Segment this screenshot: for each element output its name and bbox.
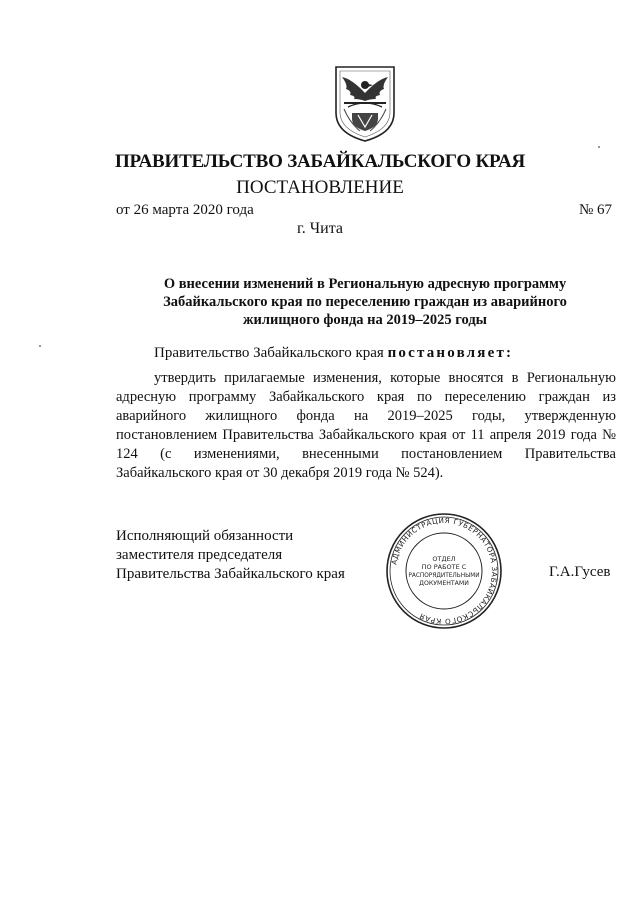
official-stamp <box>385 512 503 630</box>
scan-speck <box>598 146 600 148</box>
stamp-line: РАСПОРЯДИТЕЛЬНЫМИ <box>408 573 480 579</box>
document-subject: О внесении изменений в Региональную адресную программу Забайкальского края по переселению граждан из аварийного жилищного фонда на 2019–2025 годы <box>163 276 567 328</box>
signatory-position-line: заместителя председателя <box>116 547 283 563</box>
stamp-outer-text: АДМИНИСТРАЦИЯ ГУБЕРНАТОРА ЗАБАЙКАЛЬСКОГО КРАЯ <box>389 515 500 627</box>
document-type: ПОСТАНОВЛЕНИЕ <box>236 177 404 198</box>
signatory-position-line: Правительства Забайкальского края <box>116 566 345 582</box>
preamble-action: постановляет: <box>387 345 514 361</box>
government-title: ПРАВИТЕЛЬСТВО ЗАБАЙКАЛЬСКОГО КРАЯ <box>114 151 526 172</box>
document-city: г. Чита <box>296 220 343 237</box>
coat-of-arms-emblem <box>330 63 400 143</box>
document-number: № 67 <box>578 202 612 218</box>
preamble <box>154 345 513 362</box>
preamble-lead: Правительство Забайкальского края <box>154 345 384 361</box>
stamp-line: ПО РАБОТЕ С <box>421 563 467 571</box>
stamp-line: ОТДЕЛ <box>432 555 456 563</box>
scan-speck <box>39 345 41 347</box>
signatory-name: Г.А.Гусев <box>549 564 611 580</box>
body-paragraph: утвердить прилагаемые изменения, которые вносятся в Региональную адресную программу Забайкальского края по переселению граждан из аварийного жилищного фонда на 2019–2025 годы, утвержденную постановлением Правительства Забайкальского края от 11 апреля 2019 года № 124 (с изменениями, внесенными постановлением Правительства Забайкальского края от 30 декабря 2019 года № 524). <box>116 370 616 481</box>
signatory-position-line: Исполняющий обязанности <box>116 528 294 544</box>
signatory-position <box>116 527 345 584</box>
document-date: от 26 марта 2020 года <box>116 202 254 218</box>
stamp-line: ДОКУМЕНТАМИ <box>419 580 469 587</box>
